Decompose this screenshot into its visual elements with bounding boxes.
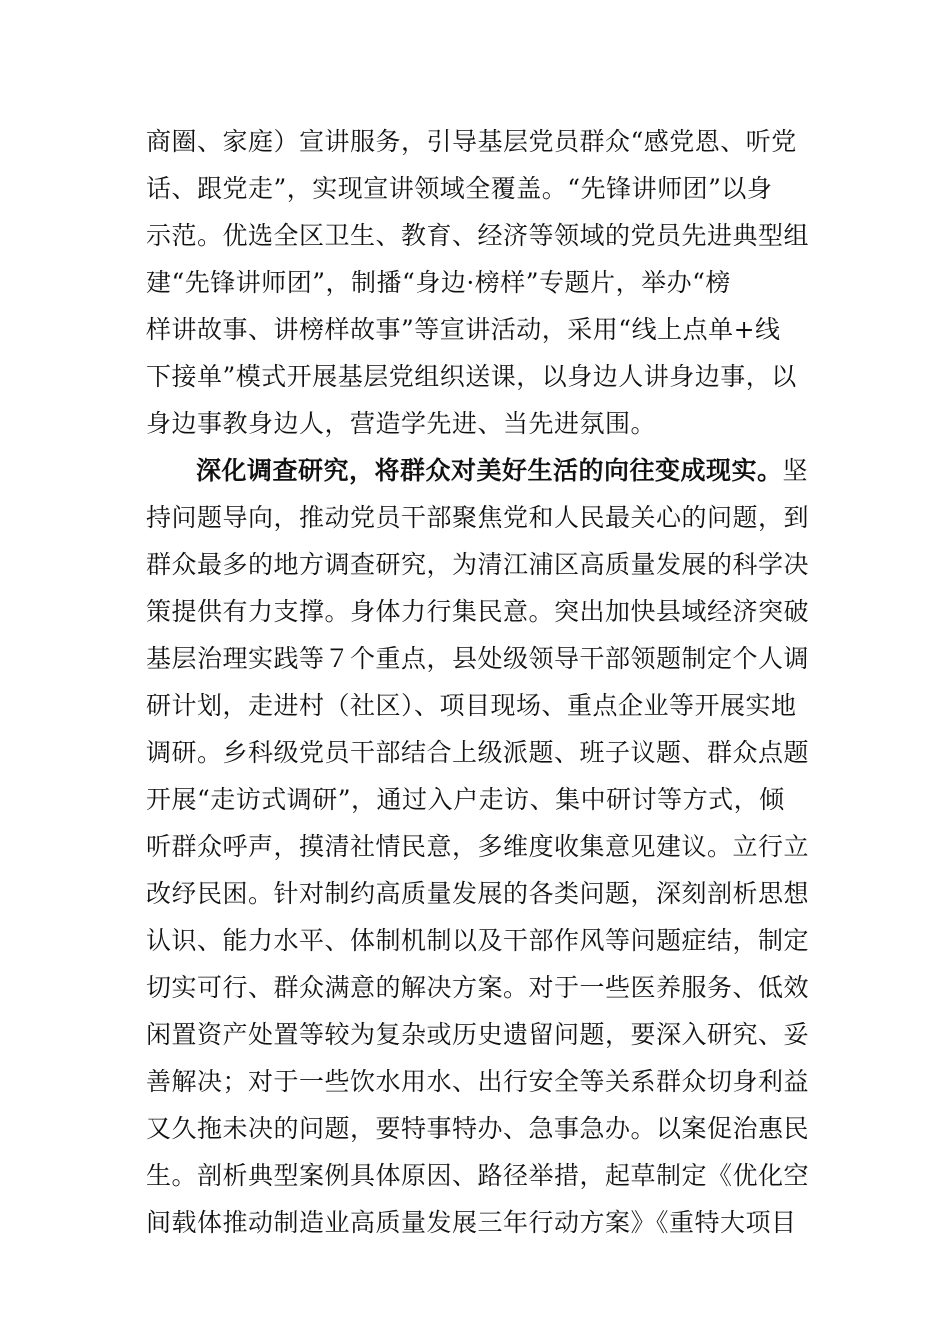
text-line: 调研。乡科级党员干部结合上级派题、班子议题、群众点题 — [146, 738, 810, 767]
text-line: 研计划，走进村（社区）、项目现场、重点企业等开展实地 — [146, 691, 797, 720]
text-line: 下接单”模式开展基层党组织送课，以身边人讲身边事，以 — [146, 362, 797, 391]
text-line: 认识、能力水平、体制机制以及干部作风等问题症结，制定 — [146, 926, 810, 955]
text-line: 闲置资产处置等较为复杂或历史遗留问题，要深入研究、妥 — [146, 1020, 810, 1049]
text-line: 生。剖析典型案例具体原因、路径举措，起草制定《优化空 — [146, 1161, 810, 1190]
text-line: 样讲故事、讲榜样故事”等宣讲活动，采用“线上点单+线 — [146, 315, 781, 344]
text-line: 又久拖未决的问题，要特事特办、急事急办。以案促治惠民 — [146, 1114, 810, 1143]
text-line: 商圈、家庭）宣讲服务，引导基层党员群众“感党恩、听党 — [146, 127, 797, 156]
text-line: 身边事教身边人，营造学先进、当先进氛围。 — [146, 409, 657, 438]
text-line: 建“先锋讲师团”，制播“身边·榜样”专题片，举办“榜 — [146, 268, 731, 297]
text-line: 切实可行、群众满意的解决方案。对于一些医养服务、低效 — [146, 973, 810, 1002]
text-line: 善解决；对于一些饮水用水、出行安全等关系群众切身利益 — [146, 1067, 810, 1096]
text-line: 开展“走访式调研”，通过入户走访、集中研讨等方式，倾 — [146, 785, 785, 814]
text-line: 改纾民困。针对制约高质量发展的各类问题，深刻剖析思想 — [146, 879, 810, 908]
paragraph-first-line — [146, 447, 810, 494]
text-line: 示范。优选全区卫生、教育、经济等领域的党员先进典型组 — [146, 221, 810, 250]
text-line: 基层治理实践等７个重点，县处级领导干部领题制定个人调 — [146, 644, 810, 673]
text-line: 群众最多的地方调查研究，为清江浦区高质量发展的科学决 — [146, 550, 810, 579]
text-line: 间载体推动制造业高质量发展三年行动方案》《重特大项目 — [146, 1208, 797, 1237]
text-line: 话、跟党走”，实现宣讲领域全覆盖。“先锋讲师团”以身 — [146, 174, 773, 203]
paragraph-heading: 深化调查研究，将群众对美好生活的向往变成现实。 — [196, 456, 783, 485]
text-span: 坚 — [782, 456, 809, 485]
text-line: 持问题导向，推动党员干部聚焦党和人民最关心的问题，到 — [146, 503, 810, 532]
body-text — [146, 118, 810, 1246]
text-line: 策提供有力支撑。身体力行集民意。突出加快县域经济突破 — [146, 597, 810, 626]
text-line: 听群众呼声，摸清社情民意，多维度收集意见建议。立行立 — [146, 832, 810, 861]
